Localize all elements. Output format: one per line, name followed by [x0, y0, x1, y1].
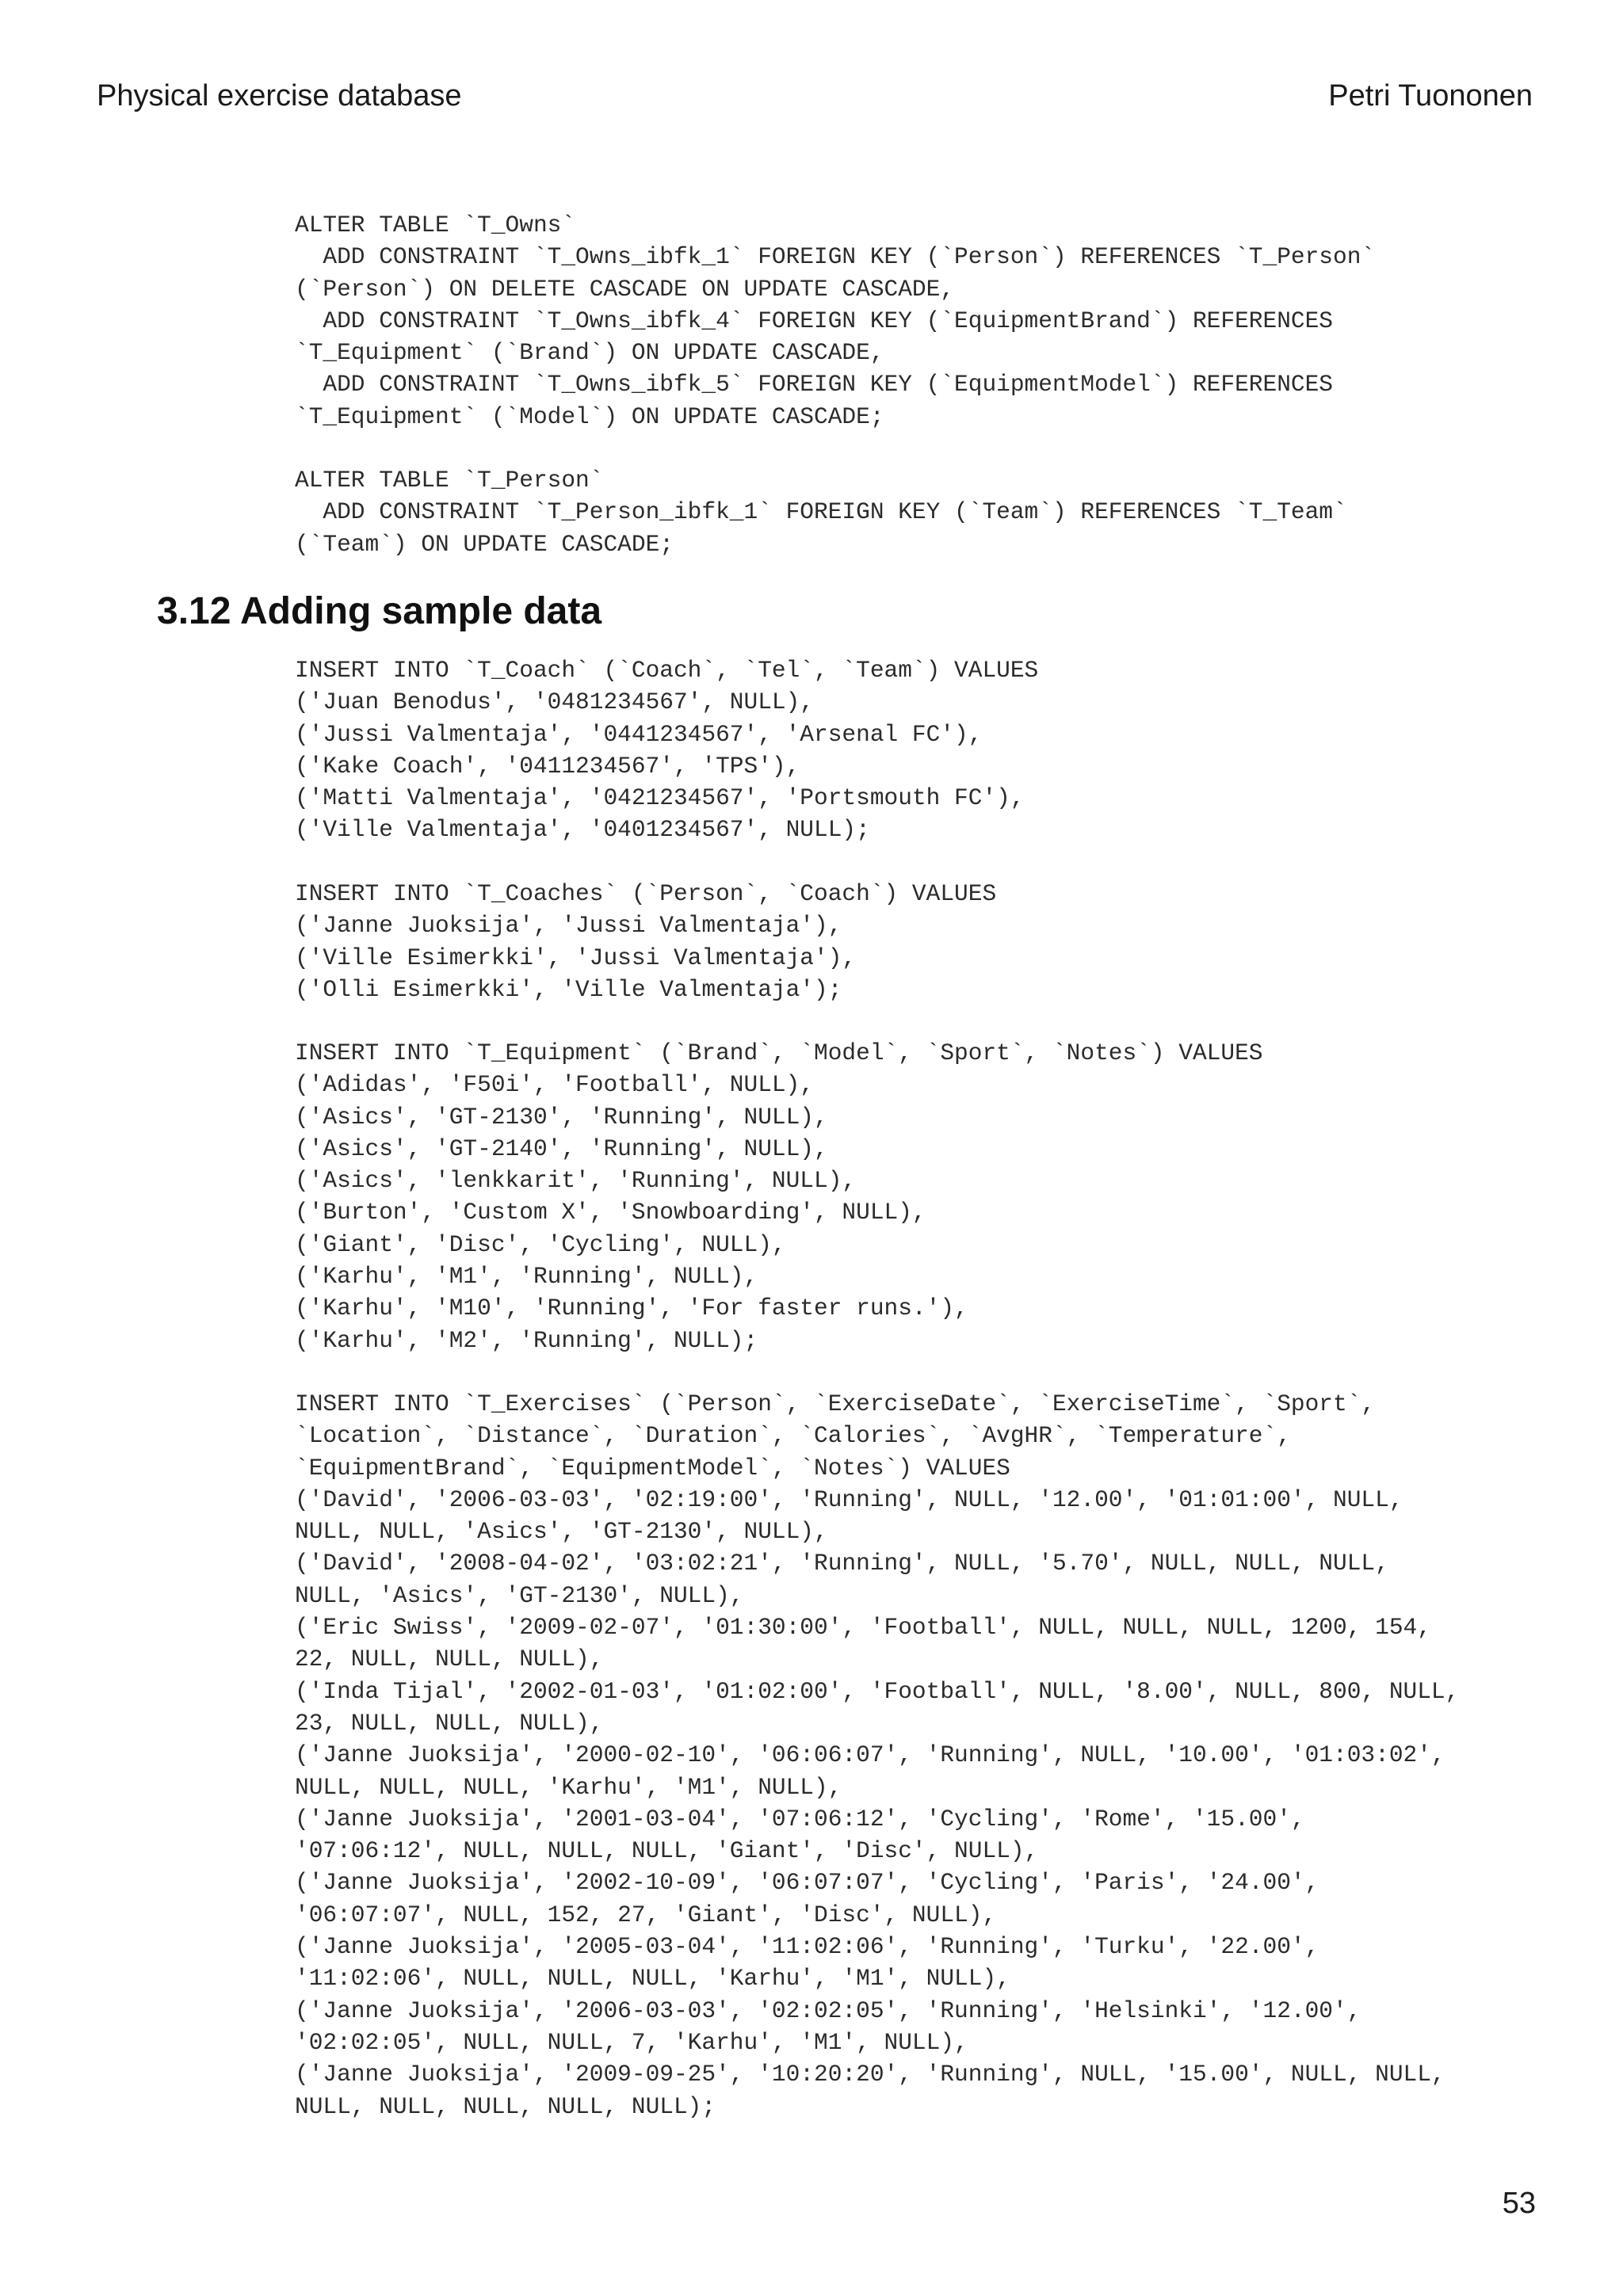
code-block-alter-person: ALTER TABLE `T_Person` ADD CONSTRAINT `T_Person_ibfk_1` FOREIGN KEY (`Team`) REFERENCES `T_Team` (`Team`) ON UPDATE CASCADE; [295, 467, 1347, 558]
code-block-alter-owns: ALTER TABLE `T_Owns` ADD CONSTRAINT `T_Owns_ibfk_1` FOREIGN KEY (`Person`) REFERENCES `T_Person` (`Person`) ON DELETE CASCADE ON UPDATE CASCADE, ADD CONSTRAINT `T_Owns_ibfk_4` FOREIGN KEY (`EquipmentBrand`) REFERENCES `T_Equipment` (`Brand`) ON UPDATE CASCADE, ADD CONSTRAINT `T_Owns_ibfk_5` FOREIGN KEY (`EquipmentModel`) REFERENCES `T_Equipment` (`Model`) ON UPDATE CASCADE; [295, 212, 1376, 430]
section-heading: 3.12 Adding sample data [157, 590, 602, 632]
code-block-insert-exercises: INSERT INTO `T_Exercises` (`Person`, `ExerciseDate`, `ExerciseTime`, `Sport`, `Location`, `Distance`, `Duration`, `Calories`, `AvgHR`, `Temperature`, `EquipmentBrand`, `EquipmentModel`, `Notes`) VALUES ('David', '2006-03-03', '02:19:00', 'Running', NULL, '12.00', '01:01:00', NULL, NULL, NULL, 'Asics', 'GT-2130', NULL), ('David', '2008-04-02', '03:02:21', 'Running', NULL, '5.70', NULL, NULL, NULL, NULL, 'Asics', 'GT-2130', NULL), ('Eric Swiss', '2009-02-07', '01:30:00', 'Football', NULL, NULL, NULL, 1200, 154, 22, NULL, NULL, NULL), ('Inda Tijal', '2002-01-03', '01:02:00', 'Football', NULL, '8.00', NULL, 800, NULL, 23, NULL, NULL, NULL), ('Janne Juoksija', '2000-02-10', '06:06:07', 'Running', NULL, '10.00', '01:03:02', NULL, NULL, NULL, 'Karhu', 'M1', NULL), ('Janne Juoksija', '2001-03-04', '07:06:12', 'Cycling', 'Rome', '15.00', '07:06:12', NULL, NULL, NULL, 'Giant', 'Disc', NULL), ('Janne Juoksija', '2002-10-09', '06:07:07', 'Cycling', 'Paris', '24.00', '06:07:07', NULL, 152, 27, 'Giant', 'Disc', NULL), ('Janne Juoksija', '2005-03-04', '11:02:06', 'Running', 'Turku', '22.00', '11:02:06', NULL, NULL, NULL, 'Karhu', 'M1', NULL), ('Janne Juoksija', '2006-03-03', '02:02:05', 'Running', 'Helsinki', '12.00', '02:02:05', NULL, NULL, 7, 'Karhu', 'M1', NULL), ('Janne Juoksija', '2009-09-25', '10:20:20', 'Running', NULL, '15.00', NULL, NULL, NULL, NULL, NULL, NULL, NULL); [295, 1390, 1460, 2120]
code-block-insert-equipment: INSERT INTO `T_Equipment` (`Brand`, `Model`, `Sport`, `Notes`) VALUES ('Adidas', 'F50i', 'Football', NULL), ('Asics', 'GT-2130', 'Running', NULL), ('Asics', 'GT-2140', 'Running', NULL), ('Asics', 'lenkkarit', 'Running', NULL), ('Burton', 'Custom X', 'Snowboarding', NULL), ('Giant', 'Disc', 'Cycling', NULL), ('Karhu', 'M1', 'Running', NULL), ('Karhu', 'M10', 'Running', 'For faster runs.'), ('Karhu', 'M2', 'Running', NULL); [295, 1039, 1263, 1354]
document-title: Physical exercise database [97, 79, 462, 113]
page-number: 53 [1502, 2187, 1536, 2220]
author-name: Petri Tuononen [1328, 79, 1533, 113]
running-header [97, 76, 1533, 116]
code-block-insert-coaches: INSERT INTO `T_Coaches` (`Person`, `Coach`) VALUES ('Janne Juoksija', 'Jussi Valmentaja'), ('Ville Esimerkki', 'Jussi Valmentaja'), ('Olli Esimerkki', 'Ville Valmentaja'); [295, 880, 997, 1003]
code-block-insert-coach: INSERT INTO `T_Coach` (`Coach`, `Tel`, `Team`) VALUES ('Juan Benodus', '0481234567', NULL), ('Jussi Valmentaja', '0441234567', 'Arsenal FC'), ('Kake Coach', '0411234567', 'TPS'), ('Matti Valmentaja', '0421234567', 'Portsmouth FC'), ('Ville Valmentaja', '0401234567', NULL); [295, 657, 1039, 844]
